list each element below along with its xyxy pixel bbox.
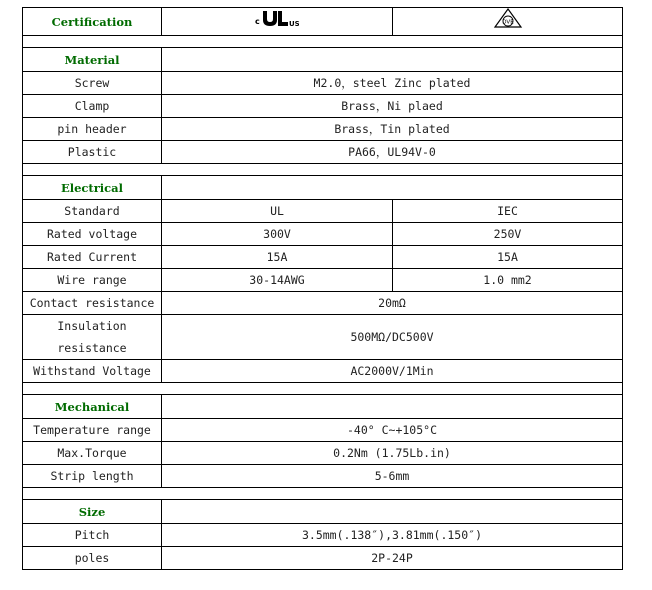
ul-mark-cell <box>162 8 393 36</box>
material-header-row <box>23 48 623 72</box>
row-label: Strip length <box>23 465 162 488</box>
table-row <box>23 95 623 118</box>
iec-value: 250V <box>393 223 623 246</box>
table-row <box>23 246 623 269</box>
row-label <box>23 315 162 360</box>
row-value: M2.0，steel Zinc plated <box>162 72 623 95</box>
row-label: Clamp <box>23 95 162 118</box>
electrical-title: Electrical <box>23 176 162 200</box>
mechanical-title: Mechanical <box>23 395 162 419</box>
row-value: -40° C~+105°C <box>162 419 623 442</box>
spec-table <box>22 7 623 570</box>
table-row <box>23 442 623 465</box>
row-value: Brass，Tin plated <box>162 118 623 141</box>
row-value: Brass，Ni plaed <box>162 95 623 118</box>
svg-text:c: c <box>255 17 260 26</box>
row-value: 20mΩ <box>162 292 623 315</box>
table-row <box>23 141 623 164</box>
row-value: AC2000V/1Min <box>162 360 623 383</box>
row-label: Wire range <box>23 269 162 292</box>
row-value: 500MΩ/DC500V <box>162 315 623 360</box>
certification-title: Certification <box>23 8 162 36</box>
row-label: Rated voltage <box>23 223 162 246</box>
vde-mark-cell <box>393 8 623 36</box>
table-row <box>23 315 623 360</box>
row-label: Max.Torque <box>23 442 162 465</box>
label-line: resistance <box>57 341 127 355</box>
table-row <box>23 269 623 292</box>
label-line: Insulation <box>57 319 127 333</box>
row-label: Pitch <box>23 524 162 547</box>
table-row <box>23 200 623 223</box>
row-label: poles <box>23 547 162 570</box>
iec-value: IEC <box>393 200 623 223</box>
table-row <box>23 292 623 315</box>
row-label: Standard <box>23 200 162 223</box>
ul-value: UL <box>162 200 393 223</box>
row-label: Screw <box>23 72 162 95</box>
row-label: Rated Current <box>23 246 162 269</box>
svg-text:DVE: DVE <box>501 19 514 26</box>
table-row <box>23 419 623 442</box>
row-value: PA66，UL94V-0 <box>162 141 623 164</box>
ul-value: 300V <box>162 223 393 246</box>
iec-value: 15A <box>393 246 623 269</box>
row-value: 2P-24P <box>162 547 623 570</box>
table-row <box>23 72 623 95</box>
table-row <box>23 223 623 246</box>
iec-value: 1.0 mm2 <box>393 269 623 292</box>
cul-us-listed-icon <box>255 8 299 35</box>
row-value: 5-6mm <box>162 465 623 488</box>
svg-text:US: US <box>289 20 299 28</box>
table-row <box>23 360 623 383</box>
certification-row <box>23 8 623 36</box>
table-row <box>23 118 623 141</box>
row-value: 0.2Nm (1.75Lb.in) <box>162 442 623 465</box>
row-label: Withstand Voltage <box>23 360 162 383</box>
row-label: Contact resistance <box>23 292 162 315</box>
electrical-header-row <box>23 176 623 200</box>
row-label: Temperature range <box>23 419 162 442</box>
mechanical-header-row <box>23 395 623 419</box>
row-label: pin header <box>23 118 162 141</box>
vde-triangle-icon <box>493 8 523 35</box>
table-row <box>23 547 623 570</box>
ul-value: 30-14AWG <box>162 269 393 292</box>
material-title: Material <box>23 48 162 72</box>
row-value: 3.5mm(.138″),3.81mm(.150″) <box>162 524 623 547</box>
size-title: Size <box>23 500 162 524</box>
ul-value: 15A <box>162 246 393 269</box>
table-row <box>23 465 623 488</box>
table-row <box>23 524 623 547</box>
row-label: Plastic <box>23 141 162 164</box>
size-header-row <box>23 500 623 524</box>
